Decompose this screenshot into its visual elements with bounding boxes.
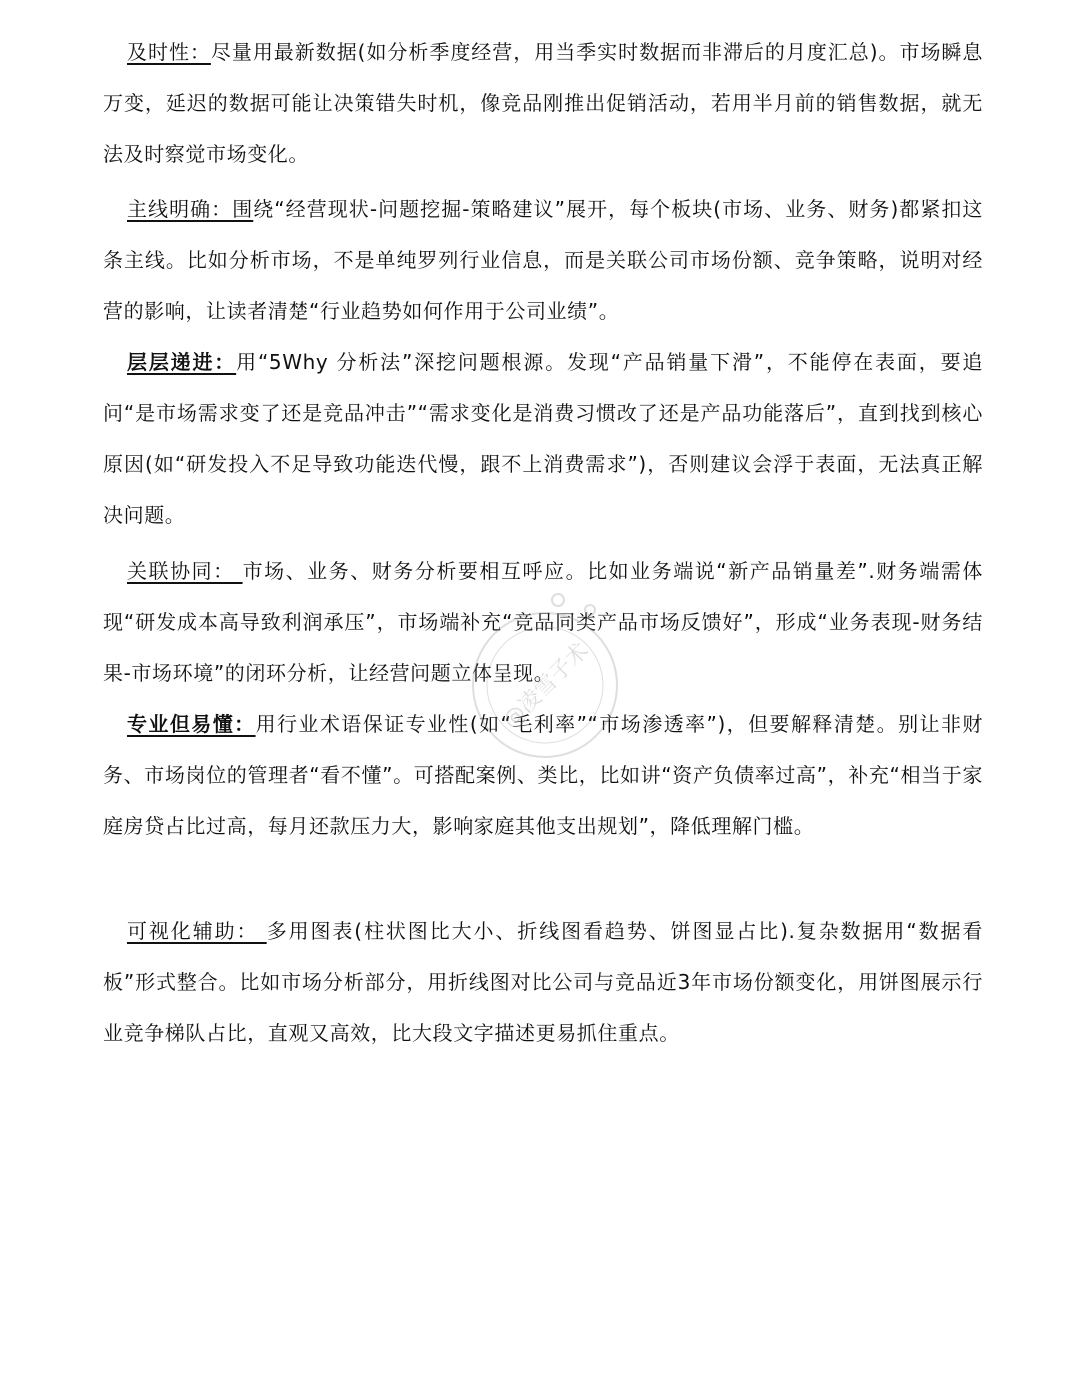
paragraph-label: 可视化辅助： <box>127 919 267 943</box>
paragraph-body: 多用图表(柱状图比大小、折线图看趋势、饼图显占比).复杂数据用“数据看板”形式整合。比如市场分析部分，用折线图对比公司与竞品近3年市场份额变化，用饼图展示行业竞争梯队占比，直观又高效，比大段文字描述更易抓住重点。 <box>103 919 984 1045</box>
paragraph-body: 绕“经营现状-问题挖掘-策略建议”展开，每个板块(市场、业务、财务)都紧扣这条主线。比如分析市场，不是单纯罗列行业信息，而是关联公司市场份额、竞争策略，说明对经营的影响，让读者清楚“行业趋势如何作用于公司业绩”。 <box>103 197 983 323</box>
paragraph-timeliness <box>103 27 983 180</box>
watermark-text: @凌雪子术 <box>498 638 594 734</box>
paragraph-coordination <box>103 546 983 699</box>
paragraph-label: 层层递进： <box>127 350 237 374</box>
paragraph-visualization <box>103 906 983 1059</box>
paragraph-label: 主线明确：围 <box>127 197 254 221</box>
paragraph-body: 用“5Why 分析法”深挖问题根源。发现“产品销量下滑”，不能停在表面，要追问“是市场需求变了还是竞品冲击”“需求变化是消费习惯改了还是产品功能落后”，直到找到核心原因(如“研发投入不足导致功能迭代慢，跟不上消费需求”)，否则建议会浮于表面，无法真正解决问题。 <box>103 350 983 527</box>
paragraph-progressive <box>103 337 983 541</box>
paragraph-label: 专业但易懂： <box>127 712 256 736</box>
paragraph-body: 用行业术语保证专业性(如“毛利率”“市场渗透率”)，但要解释清楚。别让非财务、市场岗位的管理者“看不懂”。可搭配案例、类比，比如讲“资产负债率过高”，补充“相当于家庭房贷占比过高，每月还款压力大，影响家庭其他支出规划”，降低理解门槛。 <box>103 712 983 838</box>
paragraph-label: 及时性： <box>127 40 211 64</box>
paragraph-label: 关联协同： <box>127 559 243 583</box>
paragraph-body: 市场、业务、财务分析要相互呼应。比如业务端说“新产品销量差”.财务端需体现“研发成本高导致利润承压”，市场端补充“竞品同类产品市场反馈好”，形成“业务表现-财务结果-市场环境”的闭环分析，让经营问题立体呈现。 <box>103 559 983 685</box>
paragraph-professional <box>103 699 983 852</box>
paragraph-body: 尽量用最新数据(如分析季度经营，用当季实时数据而非滞后的月度汇总)。市场瞬息万变，延迟的数据可能让决策错失时机，像竞品刚推出促销活动，若用半月前的销售数据，就无法及时察觉市场变化。 <box>103 40 984 166</box>
paragraph-clear-mainline <box>103 184 983 337</box>
